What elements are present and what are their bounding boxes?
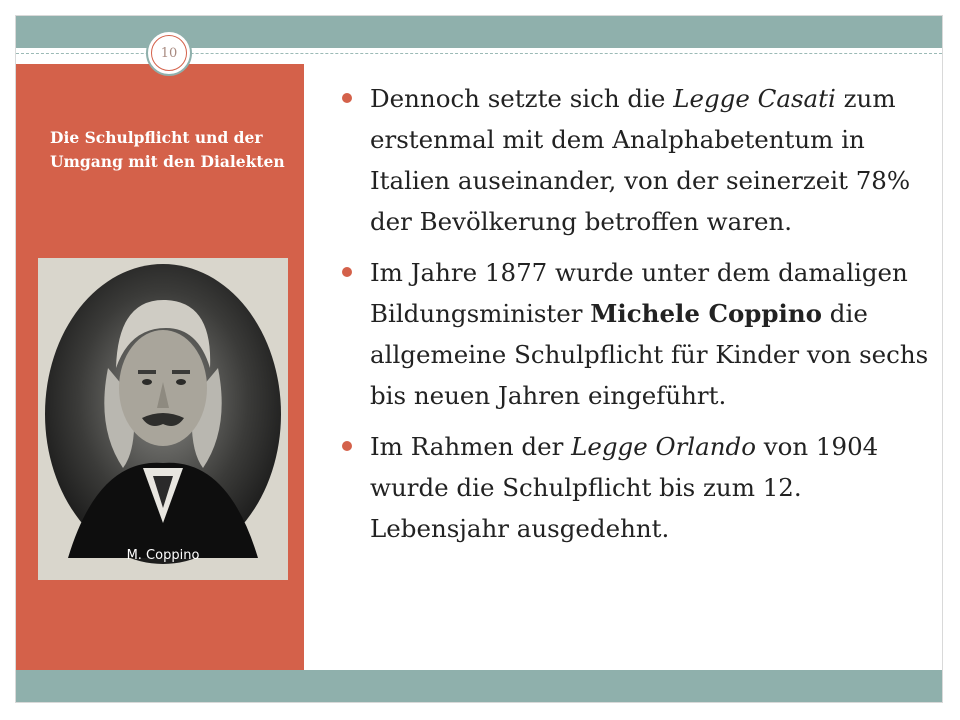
slide [16,16,942,702]
bullet-item [342,426,932,549]
bullet-text-segment: die allgemeine Schulpflicht für Kinder von sechs bis neuen Jahren eingeführt. [370,299,929,410]
bullet-text-segment: Im Rahmen der [370,432,572,461]
bullet-item [342,78,932,242]
portrait-caption: M. Coppino [126,548,200,563]
portrait-illustration [38,258,288,580]
bullet-dot-icon [342,441,352,451]
bullet-dot-icon [342,267,352,277]
bullet-text-segment: zum erstenmal mit dem Analphabetentum in Italien auseinander, von der seinerzeit 78% der Bevölkerung betroffen waren. [370,84,911,236]
bullet-text-segment: Dennoch setzte sich die [370,84,674,113]
portrait-image [38,258,288,580]
bottom-band [16,670,942,702]
page-number-badge [146,30,192,76]
bullet-text-segment: Michele Coppino [590,299,823,328]
bullet-text-segment: Legge Orlando [571,432,756,461]
page-number: 10 [151,35,187,71]
bullet-text-segment: Im Jahre 1877 wurde unter dem damaligen Bildungsminister [370,258,908,328]
bullet-text-segment: Legge Casati [673,84,836,113]
bullet-dot-icon [342,93,352,103]
bullet-item [342,252,932,416]
bullet-list [342,78,932,559]
sidebar-panel [16,64,304,670]
bullet-text-segment: von 1904 wurde die Schulpflicht bis zum 12. Lebensjahr ausgedehnt. [370,432,879,543]
slide-title: Die Schulpflicht und der Umgang mit den Dialekten [50,128,285,171]
